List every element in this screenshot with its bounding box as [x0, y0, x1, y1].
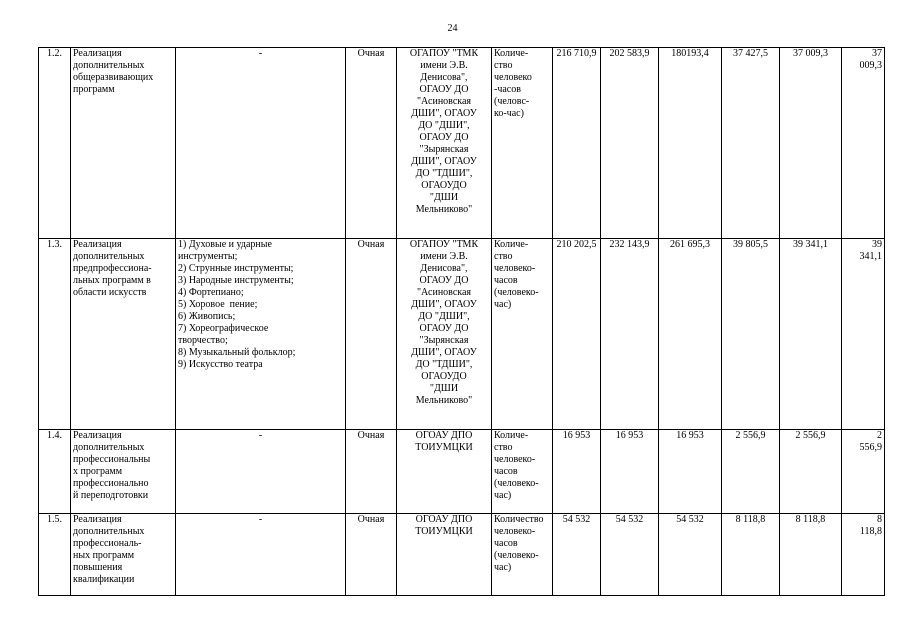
cell-text: 39 805,5 [733, 239, 768, 250]
page-number: 24 [447, 23, 458, 34]
program-kinds-cell [176, 48, 346, 239]
row-number-cell [39, 48, 71, 239]
cell-text-line: ОГОАУ ДПО [415, 430, 473, 441]
cell-text: 2 556,9 [735, 430, 766, 441]
cell-text-line: ДО "ТДШИ", [415, 359, 473, 370]
study-form-cell [346, 514, 397, 596]
cell-text-line: ство [494, 60, 513, 71]
cell-text: 39 341,1 [793, 239, 828, 250]
cell-text: Очная [357, 48, 385, 59]
cell-text-line: Количе- [494, 48, 529, 59]
cell-text-line: ОГАОУДО [421, 180, 467, 191]
value-cell [780, 239, 842, 430]
value-cell [722, 48, 780, 239]
cell-text-line: - [258, 514, 263, 525]
cell-text: 16 953 [676, 430, 704, 441]
cell-text-line: льных программ в [73, 275, 151, 286]
cell-text-line: "ДШИ [429, 192, 459, 203]
cell-text-line: 341,1 [859, 251, 882, 262]
cell-text-line: ДШИ", ОГАОУ [411, 299, 477, 310]
cell-text-line: творчество; [178, 335, 228, 346]
value-cell [601, 48, 659, 239]
program-name-cell [71, 48, 176, 239]
cell-text-line: (человеко- [494, 287, 539, 298]
cell-text-line: ОГАОУ ДО [419, 323, 469, 334]
cell-text: 261 695,3 [670, 239, 710, 250]
value-cell [553, 430, 601, 514]
cell-text: 8 118,8 [795, 514, 826, 525]
cell-text-line: 7) Хореографическое [178, 323, 269, 334]
cell-text-line: области искусств [73, 287, 147, 298]
cell-text-line: ОГАОУ ДО [419, 84, 469, 95]
cell-text-line: повышения [73, 562, 123, 573]
cell-text-line: час) [494, 299, 512, 310]
value-cell [601, 514, 659, 596]
cell-text-line: профессионально [73, 478, 149, 489]
cell-text: 202 583,9 [609, 48, 650, 59]
cell-text: 8 118,8 [735, 514, 766, 525]
cell-text-line: предпрофессиона- [73, 263, 152, 274]
value-cell [553, 514, 601, 596]
study-form-cell [346, 430, 397, 514]
cell-text-line: час) [494, 562, 512, 573]
value-cell [842, 239, 885, 430]
value-cell [722, 239, 780, 430]
cell-text: 232 143,9 [609, 239, 650, 250]
unit-cell [492, 48, 553, 239]
cell-text-line: (человс- [494, 96, 530, 107]
cell-text-line: 3) Народные инструменты; [178, 275, 294, 286]
cell-text-line: ДО "ДШИ", [418, 311, 470, 322]
cell-text-line: дополнительных [73, 251, 145, 262]
cell-text: 37 009,3 [793, 48, 828, 59]
cell-text-line: "ДШИ [429, 383, 459, 394]
program-table [38, 47, 885, 596]
cell-text-line: имени Э.В. [420, 60, 468, 71]
cell-text-line: час) [494, 490, 512, 501]
value-cell [659, 514, 722, 596]
cell-text-line: Мельниково" [415, 204, 473, 215]
cell-text-line: часов [494, 538, 518, 549]
value-cell [601, 239, 659, 430]
value-cell [659, 239, 722, 430]
cell-text: 2 556,9 [795, 430, 826, 441]
cell-text-line: ДШИ", ОГАОУ [411, 108, 477, 119]
cell-text-line: ОГАОУДО [421, 371, 467, 382]
cell-text-line: -часов [494, 84, 521, 95]
cell-text: 1.5. [47, 514, 62, 525]
cell-text-line: ОГАПОУ "ТМК [409, 239, 479, 250]
cell-text-line: Реализация [73, 239, 122, 250]
cell-text-line: Количество [494, 514, 544, 525]
cell-text-line: Мельниково" [415, 395, 473, 406]
organizations-cell [397, 239, 492, 430]
value-cell [659, 48, 722, 239]
value-cell [553, 48, 601, 239]
cell-text-line: 009,3 [859, 60, 882, 71]
cell-text: Очная [357, 514, 385, 525]
cell-text-line: ТОИУМЦКИ [415, 442, 473, 453]
cell-text-line: ТОИУМЦКИ [415, 526, 473, 537]
cell-text-line: - [258, 48, 263, 59]
cell-text-line: ДШИ", ОГАОУ [411, 156, 477, 167]
cell-text-line: "Асиновская [416, 287, 472, 298]
cell-text: 180193,4 [671, 48, 709, 59]
cell-text-line: ДО "ТДШИ", [415, 168, 473, 179]
cell-text: 1.2. [47, 48, 62, 59]
cell-text-line: 37 [872, 48, 882, 59]
study-form-cell [346, 48, 397, 239]
table-row [39, 48, 885, 239]
cell-text-line: Количе- [494, 430, 529, 441]
cell-text-line: ОГОАУ ДПО [415, 514, 473, 525]
program-kinds-cell [176, 430, 346, 514]
cell-text-line: человеко- [494, 454, 536, 465]
unit-cell [492, 239, 553, 430]
program-name-cell [71, 239, 176, 430]
cell-text-line: ОГАПОУ "ТМК [409, 48, 479, 59]
value-cell [659, 430, 722, 514]
cell-text-line: 4) Фортепиано; [178, 287, 244, 298]
cell-text: Очная [357, 430, 385, 441]
cell-text-line: дополнительных [73, 526, 145, 537]
program-name-cell [71, 514, 176, 596]
cell-text-line: 118,8 [859, 526, 882, 537]
cell-text-line: дополнительных [73, 60, 145, 71]
value-cell [842, 514, 885, 596]
cell-text-line: Реализация [73, 514, 122, 525]
cell-text: 216 710,9 [556, 48, 597, 59]
row-number-cell [39, 430, 71, 514]
study-form-cell [346, 239, 397, 430]
cell-text-line: ство [494, 251, 513, 262]
cell-text-line: х программ [73, 466, 123, 477]
cell-text-line: Количе- [494, 239, 529, 250]
cell-text-line: человеко- [494, 263, 536, 274]
cell-text-line: "Асиновская [416, 96, 472, 107]
cell-text-line: 39 [872, 239, 882, 250]
cell-text-line: "Зырянская [419, 144, 469, 155]
cell-text-line: (человеко- [494, 478, 539, 489]
cell-text-line: программ [73, 84, 115, 95]
row-number-cell [39, 514, 71, 596]
cell-text-line: 5) Хоровое пение; [178, 299, 258, 310]
cell-text-line: имени Э.В. [420, 251, 468, 262]
cell-text-line: часов [494, 466, 518, 477]
row-number-cell [39, 239, 71, 430]
organizations-cell [397, 514, 492, 596]
cell-text-line: 6) Живопись; [178, 311, 236, 322]
cell-text-line: - [258, 430, 263, 441]
cell-text-line: ко-час) [494, 108, 524, 119]
cell-text-line: квалификации [73, 574, 135, 585]
cell-text: 54 532 [615, 514, 644, 525]
table-row [39, 430, 885, 514]
cell-text-line: профессиональны [73, 454, 151, 465]
cell-text-line: человеко- [494, 526, 536, 537]
cell-text-line: 1) Духовые и ударные [178, 239, 272, 250]
cell-text-line: Реализация [73, 48, 122, 59]
cell-text-line: й переподготовки [73, 490, 149, 501]
cell-text-line: человеко [494, 72, 532, 83]
cell-text: Очная [357, 239, 385, 250]
cell-text-line: ОГАОУ ДО [419, 132, 469, 143]
value-cell [553, 239, 601, 430]
cell-text-line: ных программ [73, 550, 135, 561]
cell-text-line: ДШИ", ОГАОУ [411, 347, 477, 358]
program-kinds-cell [176, 514, 346, 596]
value-cell [722, 430, 780, 514]
value-cell [722, 514, 780, 596]
cell-text-line: часов [494, 275, 518, 286]
cell-text-line: ство [494, 442, 513, 453]
table-row [39, 239, 885, 430]
organizations-cell [397, 48, 492, 239]
cell-text-line: общеразвивающих [73, 72, 154, 83]
cell-text-line: 556,9 [859, 442, 882, 453]
cell-text-line: профессиональ- [73, 538, 142, 549]
cell-text-line: "Зырянская [419, 335, 469, 346]
cell-text-line: 8 [877, 514, 882, 525]
value-cell [780, 48, 842, 239]
cell-text: 1.4. [47, 430, 62, 441]
program-name-cell [71, 430, 176, 514]
cell-text-line: инструменты; [178, 251, 238, 262]
value-cell [780, 430, 842, 514]
value-cell [842, 430, 885, 514]
cell-text-line: Реализация [73, 430, 122, 441]
cell-text-line: 2 [877, 430, 882, 441]
program-kinds-cell [176, 239, 346, 430]
unit-cell [492, 514, 553, 596]
cell-text-line: Денисова", [420, 72, 468, 83]
value-cell [842, 48, 885, 239]
cell-text-line: ДО "ДШИ", [418, 120, 470, 131]
unit-cell [492, 430, 553, 514]
cell-text-line: 8) Музыкальный фольклор; [178, 347, 296, 358]
cell-text: 54 532 [676, 514, 704, 525]
value-cell [780, 514, 842, 596]
cell-text-line: дополнительных [73, 442, 145, 453]
cell-text-line: 9) Искусство театра [178, 359, 263, 370]
value-cell [601, 430, 659, 514]
cell-text: 210 202,5 [556, 239, 597, 250]
table-row [39, 514, 885, 596]
cell-text-line: ОГАОУ ДО [419, 275, 469, 286]
cell-text: 16 953 [615, 430, 644, 441]
organizations-cell [397, 430, 492, 514]
cell-text: 16 953 [562, 430, 591, 441]
cell-text: 37 427,5 [733, 48, 768, 59]
cell-text: 1.3. [47, 239, 62, 250]
cell-text-line: (человеко- [494, 550, 539, 561]
cell-text-line: 2) Струнные инструменты; [178, 263, 294, 274]
cell-text-line: Денисова", [420, 263, 468, 274]
cell-text: 54 532 [562, 514, 591, 525]
